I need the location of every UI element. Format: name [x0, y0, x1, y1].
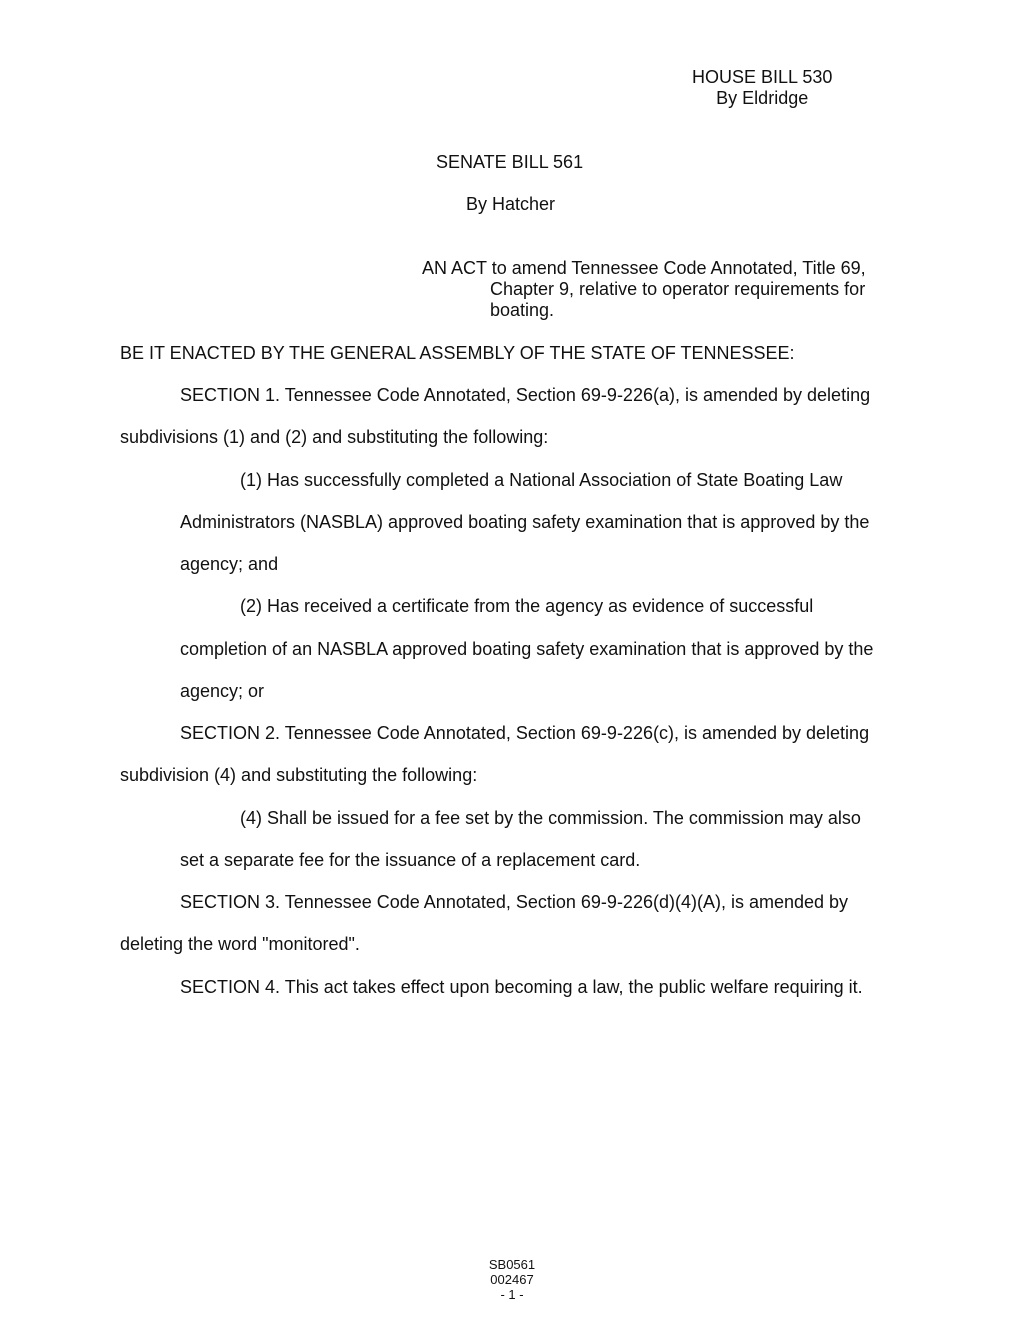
section-1-line-2: subdivisions (1) and (2) and substituting the following:: [120, 427, 549, 447]
section-1-line-1: SECTION 1. Tennessee Code Annotated, Section 69-9-226(a), is amended by deleting: [180, 385, 871, 405]
section-2-line-1: SECTION 2. Tennessee Code Annotated, Section 69-9-226(c), is amended by deleting: [180, 723, 870, 743]
section-4-line-1: SECTION 4. This act takes effect upon becoming a law, the public welfare requiring it.: [180, 977, 863, 997]
footer-page-number: - 1 -: [500, 1287, 524, 1302]
section-3-line-2: deleting the word "monitored".: [120, 934, 360, 954]
house-bill-sponsor: By Eldridge: [716, 88, 809, 108]
section-3-line-1: SECTION 3. Tennessee Code Annotated, Section 69-9-226(d)(4)(A), is amended by: [180, 892, 849, 912]
subdivision-4-line-2: set a separate fee for the issuance of a replacement card.: [180, 850, 641, 870]
subdivision-1-line-2: Administrators (NASBLA) approved boating safety examination that is approved by the: [180, 512, 870, 532]
subdivision-1-line-3: agency; and: [180, 554, 279, 574]
subdivision-1-line-1: (1) Has successfully completed a National Association of State Boating Law: [240, 470, 843, 490]
caption-line-3: boating.: [490, 300, 555, 320]
page-footer: [0, 1257, 1024, 1302]
senate-bill-sponsor: By Hatcher: [466, 194, 556, 214]
footer-doc-number: 002467: [490, 1272, 534, 1287]
subdivision-2-line-3: agency; or: [180, 681, 265, 701]
footer-bill-code: SB0561: [488, 1257, 536, 1272]
subdivision-2-line-1: (2) Has received a certificate from the agency as evidence of successful: [240, 596, 814, 616]
house-bill-header: [692, 67, 832, 109]
house-bill-number: HOUSE BILL 530: [692, 67, 833, 87]
section-2-line-2: subdivision (4) and substituting the following:: [120, 765, 478, 785]
caption-line-2: Chapter 9, relative to operator requirements for: [490, 279, 866, 299]
subdivision-4-line-1: (4) Shall be issued for a fee set by the commission. The commission may also: [240, 808, 861, 828]
subdivision-2-line-2: completion of an NASBLA approved boating safety examination that is approved by the: [180, 639, 874, 659]
senate-bill-number: SENATE BILL 561: [436, 152, 584, 172]
caption-line-1: AN ACT to amend Tennessee Code Annotated, Title 69,: [422, 258, 866, 278]
enacting-clause: BE IT ENACTED BY THE GENERAL ASSEMBLY OF THE STATE OF TENNESSEE:: [120, 343, 795, 363]
bill-caption: [422, 258, 866, 321]
